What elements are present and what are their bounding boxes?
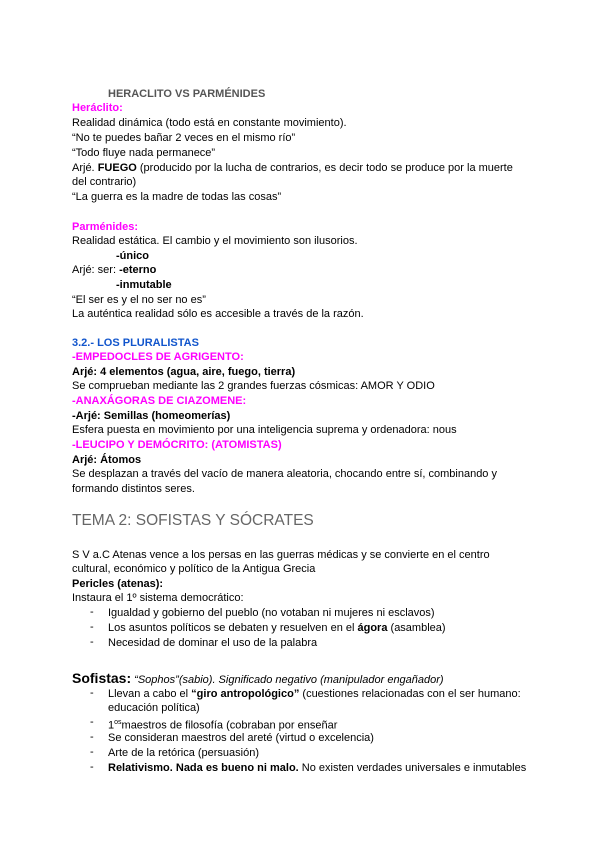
sofistas-line: [72, 670, 444, 686]
list-item: Igualdad y gobierno del pueblo (no votaban ni mujeres ni esclavos): [108, 607, 435, 619]
pericles-heading: Pericles (atenas):: [72, 578, 164, 590]
heraclito-line-3: “Todo fluye nada permanece”: [72, 147, 216, 159]
unico-item: -único: [116, 250, 149, 262]
list-item: [108, 621, 446, 635]
bullet-dash: -: [90, 716, 94, 728]
bullet-dash: -: [90, 621, 94, 633]
parmenides-line-1: Realidad estática. El cambio y el movimiento son ilusorios.: [72, 235, 358, 247]
anaxagoras-heading: -ANAXÁGORAS DE CIAZOMENE:: [72, 395, 247, 407]
fuego-desc: (producido por la lucha de contrarios, es decir todo se produce por la muerte: [136, 162, 513, 174]
list-item: Se consideran maestros del areté (virtud o excelencia): [108, 732, 374, 744]
list-item: [108, 761, 526, 775]
list-item-text: Llevan a cabo el: [108, 688, 192, 700]
leucipo-line-1: Arjé: Átomos: [72, 454, 142, 466]
relativismo-term: Relativismo.: [108, 762, 173, 774]
bullet-dash: -: [90, 606, 94, 618]
list-item: [108, 687, 521, 701]
bullet-dash: -: [90, 687, 94, 699]
bullet-dash: -: [90, 746, 94, 758]
eterno-item: -eterno: [119, 264, 157, 276]
list-item: Arte de la retórica (persuasión): [108, 747, 260, 759]
bullet-dash: -: [90, 636, 94, 648]
list-item-text: Los asuntos políticos se debaten y resuelven en el: [108, 622, 358, 634]
heraclito-line-4: [72, 161, 513, 175]
sofistas-heading: Sofistas:: [72, 670, 132, 686]
tema2-heading: TEMA 2: SOFISTAS Y SÓCRATES: [72, 512, 314, 529]
leucipo-heading: -LEUCIPO Y DEMÓCRITO: (ATOMISTAS): [72, 439, 282, 451]
list-item-text: No existen verdades universales e inmutables: [298, 762, 527, 774]
pluralistas-heading: 3.2.- LOS PLURALISTAS: [72, 337, 199, 349]
list-item-text: Nada es bueno ni malo.: [172, 762, 299, 774]
anaxagoras-line-1: -Arjé: Semillas (homeomerías): [72, 410, 231, 422]
parmenides-line-2: “El ser es y el no ser no es”: [72, 294, 206, 306]
bullet-dash: -: [90, 731, 94, 743]
parmenides-line-3: La auténtica realidad sólo es accesible a través de la razón.: [72, 308, 364, 320]
list-item-continuation: educación política): [108, 702, 200, 714]
anaxagoras-line-2: Esfera puesta en movimiento por una inteligencia suprema y ordenadora: nous: [72, 424, 457, 436]
list-item: Necesidad de dominar el uso de la palabra: [108, 637, 318, 649]
tema2-line-1: S V a.C Atenas vence a los persas en las guerras médicas y se convierte en el centro: [72, 549, 490, 561]
heraclito-heading: Heráclito:: [72, 102, 123, 114]
list-item-text: maestros de filosofía (cobraban por enseñar: [121, 719, 338, 732]
heraclito-line-5: del contrario): [72, 176, 137, 188]
inmutable-item: -inmutable: [116, 279, 172, 291]
arje-ser-label: Arjé: ser:: [72, 264, 120, 276]
leucipo-line-2: Se desplazan a través del vacío de manera aleatoria, chocando entre sí, combinando y: [72, 468, 497, 480]
empedocles-line-2: Se comprueban mediante las 2 grandes fuerzas cósmicas: AMOR Y ODIO: [72, 380, 435, 392]
empedocles-heading: -EMPEDOCLES DE AGRIGENTO:: [72, 351, 244, 363]
ordinal-superscript: os: [114, 719, 122, 726]
giro-term: “giro antropológico”: [191, 688, 300, 700]
fuego-term: FUEGO: [97, 162, 137, 174]
heraclito-line-1: Realidad dinámica (todo está en constante movimiento).: [72, 117, 347, 129]
tema2-line-2: cultural, económico y político de la Antigua Grecia: [72, 563, 316, 575]
page-title: HERACLITO VS PARMÉNIDES: [108, 88, 266, 100]
arje-label: Arjé.: [72, 162, 98, 174]
heraclito-line-2: “No te puedes bañar 2 veces en el mismo río”: [72, 132, 296, 144]
list-item-text: 1: [108, 719, 115, 732]
leucipo-line-3: formando distintos seres.: [72, 483, 195, 495]
heraclito-line-6: “La guerra es la madre de todas las cosas”: [72, 191, 282, 203]
list-item-text: (asamblea): [387, 622, 446, 634]
parmenides-heading: Parménides:: [72, 221, 139, 233]
empedocles-line-1: Arjé: 4 elementos (agua, aire, fuego, tierra): [72, 366, 296, 378]
agora-term: ágora: [357, 622, 388, 634]
sofistas-subtitle: “Sophos”(sabio). Significado negativo (manipulador engañador): [131, 674, 444, 686]
list-item-text: (cuestiones relacionadas con el ser humano:: [299, 688, 521, 700]
tema2-line-3: Instaura el 1º sistema democrático:: [72, 592, 244, 604]
bullet-dash: -: [90, 761, 94, 773]
parmenides-ser-line: [72, 263, 156, 277]
